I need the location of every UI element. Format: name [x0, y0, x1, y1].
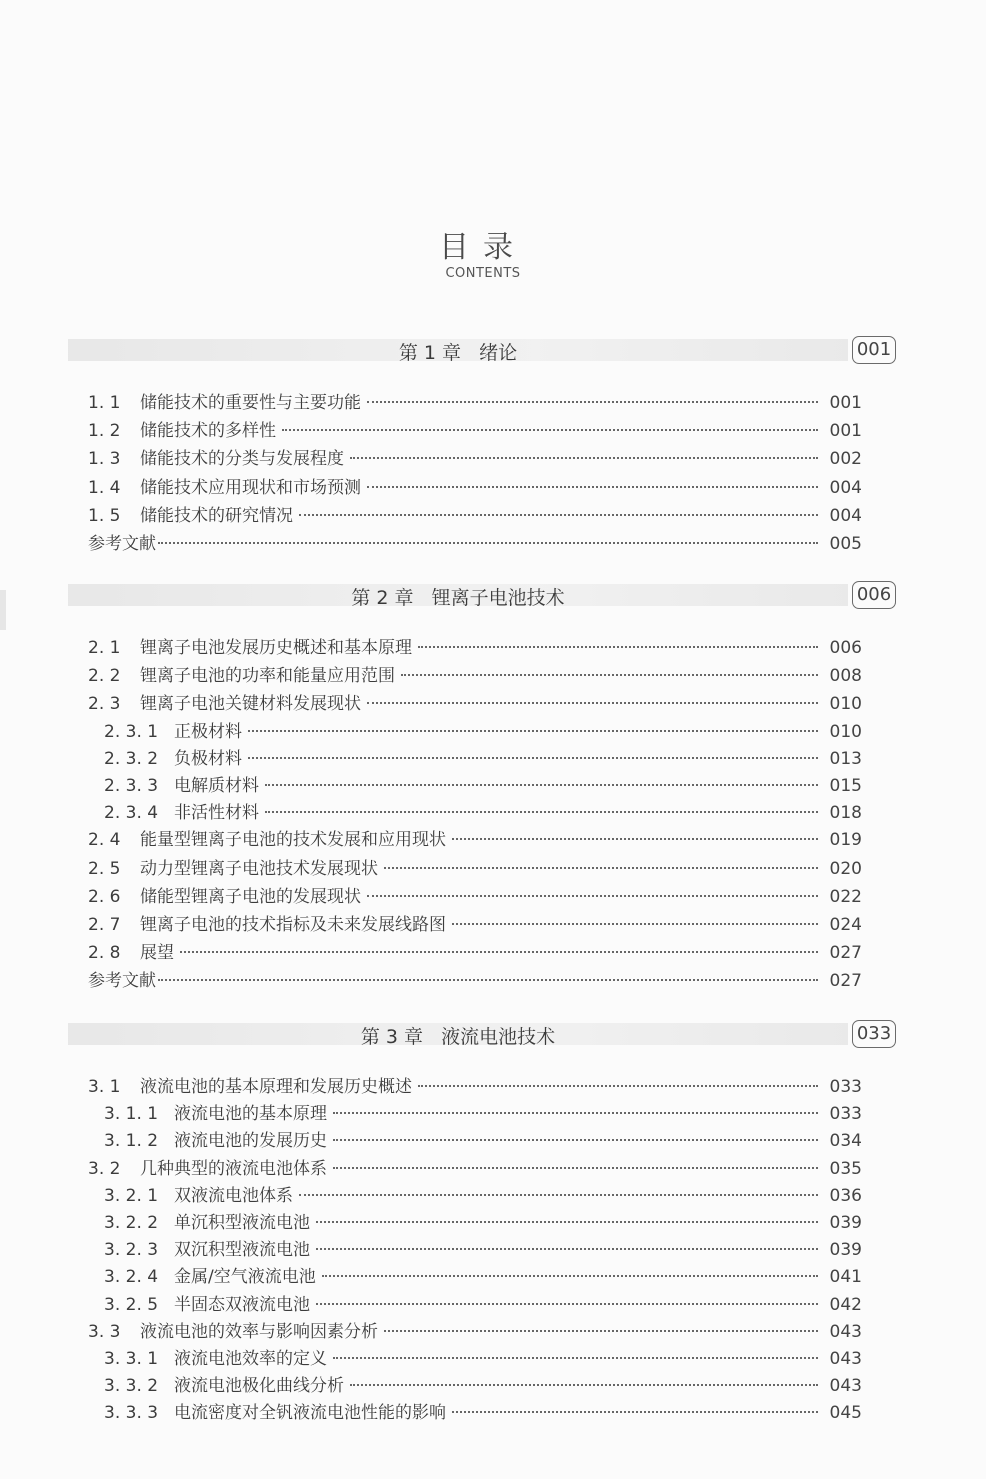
section-title: 电流密度对全钒液流电池性能的影响: [174, 1403, 446, 1424]
section-page-number: 015: [829, 776, 862, 796]
toc-entry[interactable]: [104, 1181, 862, 1207]
dot-leader: [180, 951, 818, 953]
section-title: 动力型锂离子电池技术发展现状: [140, 858, 378, 879]
dot-leader: [452, 1411, 818, 1413]
section-number: 2. 5: [88, 858, 121, 879]
toc-entry[interactable]: [104, 1262, 862, 1288]
section-title: 单沉积型液流电池: [174, 1213, 310, 1233]
toc-entry[interactable]: [104, 744, 862, 770]
section-number: 3. 2. 1: [104, 1185, 159, 1206]
section-title: 非活性材料: [174, 803, 259, 824]
toc-entry[interactable]: [88, 938, 862, 964]
dot-leader: [333, 1357, 818, 1359]
dot-leader: [248, 757, 818, 759]
section-page-number: 036: [829, 1185, 862, 1206]
section-page-number: 041: [829, 1267, 862, 1288]
section-number: 3. 3. 2: [104, 1376, 159, 1397]
section-page-number: 010: [829, 694, 862, 715]
section-number: 3. 2. 5: [104, 1294, 159, 1315]
section-title: 储能技术的研究情况: [140, 505, 293, 526]
toc-entry[interactable]: [88, 661, 862, 687]
dot-leader: [158, 542, 818, 544]
section-number: 1. 4: [88, 477, 121, 498]
section-number: 2. 3. 3: [104, 776, 159, 796]
chapter-title: [68, 338, 848, 365]
section-title: 电解质材料: [174, 776, 259, 796]
section-title: 能量型锂离子电池的技术发展和应用现状: [140, 830, 446, 851]
section-page-number: 019: [829, 830, 862, 851]
section-title: 展望: [140, 943, 174, 964]
dot-leader: [384, 1330, 818, 1332]
page-subtitle: CONTENTS: [445, 266, 521, 281]
section-number: 2. 3: [88, 694, 121, 715]
toc-entry[interactable]: [88, 1072, 862, 1098]
section-number: 3. 2. 2: [104, 1213, 159, 1233]
section-title: 液流电池的基本原理: [174, 1104, 327, 1125]
dot-leader: [367, 401, 818, 403]
section-title: 金属/空气液流电池: [174, 1267, 316, 1288]
section-title: 锂离子电池关键材料发展现状: [140, 694, 361, 715]
dot-leader: [367, 486, 818, 488]
section-title: 参考文献: [88, 971, 156, 992]
toc-entry[interactable]: [104, 717, 862, 743]
page-title: 目录: [439, 230, 527, 265]
section-title: 锂离子电池发展历史概述和基本原理: [140, 638, 412, 658]
dot-leader: [282, 429, 818, 431]
section-number: 3. 3. 1: [104, 1349, 159, 1369]
section-number: 3. 1. 1: [104, 1104, 159, 1125]
toc-entry[interactable]: [88, 444, 862, 470]
dot-leader: [316, 1303, 818, 1305]
chapter-title: [68, 1022, 848, 1049]
toc-entry[interactable]: [88, 501, 862, 527]
dot-leader: [333, 1139, 818, 1141]
section-number: 3. 1: [88, 1077, 121, 1097]
toc-entry[interactable]: [88, 689, 862, 715]
toc-entry[interactable]: [104, 1398, 862, 1424]
dot-leader: [418, 1085, 818, 1087]
dot-leader: [316, 1221, 818, 1223]
section-number: 2. 2: [88, 666, 121, 687]
chapter-name: 液流电池技术: [441, 1026, 556, 1048]
toc-entry[interactable]: [88, 825, 862, 851]
chapter-label: 第 2 章: [351, 587, 414, 609]
section-number: 3. 2: [88, 1158, 121, 1179]
dot-leader: [322, 1275, 818, 1277]
dot-leader: [452, 838, 818, 840]
section-page-number: 024: [829, 915, 862, 935]
section-page-number: 020: [829, 858, 862, 879]
section-page-number: 043: [829, 1349, 862, 1369]
section-number: 2. 3. 2: [104, 748, 159, 769]
section-title: 液流电池极化曲线分析: [174, 1376, 344, 1397]
toc-references-entry[interactable]: [88, 966, 862, 992]
section-page-number: 005: [829, 534, 862, 554]
section-page-number: 008: [829, 666, 862, 687]
toc-entry[interactable]: [104, 798, 862, 824]
chapter-name: 绪论: [479, 342, 518, 364]
toc-entry[interactable]: [104, 1099, 862, 1125]
dot-leader: [299, 514, 818, 516]
toc-references-entry[interactable]: [88, 529, 862, 555]
section-page-number: 004: [829, 505, 862, 526]
section-title: 双沉积型液流电池: [174, 1240, 310, 1261]
chapter-title: [68, 583, 848, 610]
section-page-number: 033: [829, 1104, 862, 1125]
chapter-name: 锂离子电池技术: [431, 587, 565, 609]
toc-entry[interactable]: [88, 473, 862, 499]
section-page-number: 033: [829, 1077, 862, 1097]
section-page-number: 043: [829, 1376, 862, 1397]
section-number: 3. 2. 4: [104, 1267, 159, 1288]
dot-leader: [333, 1112, 818, 1114]
dot-leader: [367, 702, 818, 704]
dot-leader: [158, 979, 818, 981]
section-number: 3. 3: [88, 1321, 121, 1342]
dot-leader: [418, 646, 818, 648]
chapter-heading[interactable]: [68, 336, 896, 366]
toc-entry[interactable]: [88, 416, 862, 442]
section-page-number: 034: [829, 1131, 862, 1152]
section-title: 储能技术应用现状和市场预测: [140, 477, 361, 498]
page-edge-mark: [0, 590, 6, 630]
dot-leader: [333, 1167, 818, 1169]
section-title: 液流电池效率的定义: [174, 1349, 327, 1369]
section-title: 液流电池的基本原理和发展历史概述: [140, 1077, 412, 1097]
section-page-number: 043: [829, 1321, 862, 1342]
section-number: 3. 3. 3: [104, 1403, 159, 1424]
dot-leader: [452, 923, 818, 925]
section-number: 2. 7: [88, 915, 121, 935]
section-page-number: 045: [829, 1403, 862, 1424]
section-title: 几种典型的液流电池体系: [140, 1158, 327, 1179]
chapter-page-number: 001: [852, 336, 896, 364]
section-page-number: 006: [829, 638, 862, 658]
chapter-page-number: 006: [852, 581, 896, 609]
toc-entry[interactable]: [104, 1290, 862, 1316]
section-title: 储能技术的多样性: [140, 421, 276, 442]
toc-entry[interactable]: [88, 910, 862, 936]
section-page-number: 001: [829, 421, 862, 442]
dot-leader: [299, 1194, 818, 1196]
section-title: 参考文献: [88, 534, 156, 554]
toc-entry[interactable]: [88, 1154, 862, 1180]
section-title: 锂离子电池的技术指标及未来发展线路图: [140, 915, 446, 935]
section-number: 1. 1: [88, 393, 121, 413]
dot-leader: [316, 1248, 818, 1250]
section-title: 液流电池的效率与影响因素分析: [140, 1321, 378, 1342]
dot-leader: [265, 784, 818, 786]
section-number: 2. 4: [88, 830, 121, 851]
section-number: 1. 2: [88, 421, 121, 442]
section-page-number: 039: [829, 1213, 862, 1233]
chapter-page-number: 033: [852, 1020, 896, 1048]
section-number: 1. 5: [88, 505, 121, 526]
section-page-number: 022: [829, 886, 862, 907]
section-page-number: 010: [829, 721, 862, 742]
dot-leader: [265, 811, 818, 813]
section-page-number: 039: [829, 1240, 862, 1261]
section-page-number: 027: [829, 943, 862, 964]
dot-leader: [367, 895, 818, 897]
section-number: 1. 3: [88, 449, 121, 470]
section-page-number: 004: [829, 477, 862, 498]
chapter-heading[interactable]: [68, 1020, 896, 1050]
section-number: 3. 1. 2: [104, 1131, 159, 1152]
section-page-number: 035: [829, 1158, 862, 1179]
dot-leader: [384, 867, 818, 869]
section-title: 液流电池的发展历史: [174, 1131, 327, 1152]
section-title: 锂离子电池的功率和能量应用范围: [140, 666, 395, 687]
section-title: 半固态双液流电池: [174, 1294, 310, 1315]
chapter-label: 第 1 章: [398, 342, 462, 364]
section-page-number: 018: [829, 803, 862, 824]
toc-entry[interactable]: [104, 1208, 862, 1234]
section-title: 储能型锂离子电池的发展现状: [140, 886, 361, 907]
dot-leader: [350, 457, 818, 459]
section-number: 2. 3. 1: [104, 721, 159, 742]
section-number: 2. 1: [88, 638, 121, 658]
toc-entry[interactable]: [104, 1344, 862, 1370]
toc-entry[interactable]: [88, 1317, 862, 1343]
section-page-number: 027: [829, 971, 862, 992]
dot-leader: [350, 1384, 818, 1386]
toc-entry[interactable]: [88, 882, 862, 908]
dot-leader: [248, 730, 818, 732]
section-number: 2. 8: [88, 943, 121, 964]
section-number: 3. 2. 3: [104, 1240, 159, 1261]
toc-entry[interactable]: [104, 1235, 862, 1261]
chapter-heading[interactable]: [68, 581, 896, 611]
section-page-number: 001: [829, 393, 862, 413]
section-title: 储能技术的分类与发展程度: [140, 449, 344, 470]
toc-entry[interactable]: [104, 771, 862, 797]
toc-entry[interactable]: [88, 633, 862, 659]
section-number: 2. 6: [88, 886, 121, 907]
section-page-number: 013: [829, 748, 862, 769]
section-title: 负极材料: [174, 748, 242, 769]
chapter-label: 第 3 章: [360, 1026, 424, 1048]
section-page-number: 002: [829, 449, 862, 470]
section-number: 2. 3. 4: [104, 803, 159, 824]
section-title: 储能技术的重要性与主要功能: [140, 393, 361, 413]
toc-entry[interactable]: [104, 1371, 862, 1397]
section-page-number: 042: [829, 1294, 862, 1315]
section-title: 双液流电池体系: [174, 1185, 293, 1206]
section-title: 正极材料: [174, 721, 242, 742]
dot-leader: [401, 674, 818, 676]
toc-entry[interactable]: [88, 854, 862, 880]
toc-entry[interactable]: [88, 388, 862, 414]
toc-entry[interactable]: [104, 1126, 862, 1152]
